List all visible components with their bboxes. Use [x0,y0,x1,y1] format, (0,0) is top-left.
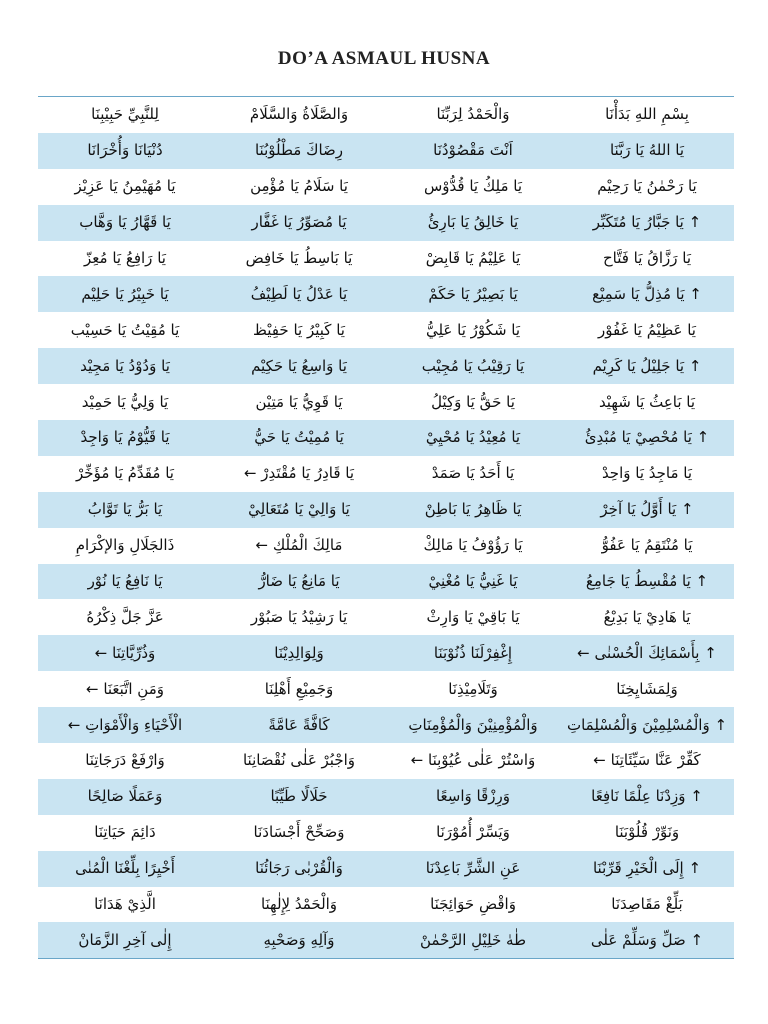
doa-row [38,97,734,133]
doa-row [38,851,734,887]
doa-cell: يَا بَاسِطُ يَا خَافِض [245,249,353,267]
doa-cell: رِضَاكَ مَطْلُوْبُنَا [254,141,343,160]
doa-row [38,205,734,241]
doa-row [38,492,734,528]
doa-cell: وَآلِهِ وَصَحْبِهِ [263,930,335,949]
doa-cell: ↑ يَا جَبَّارُ يَا مُتَكَبِّر [592,213,702,232]
doa-cell: مَالِكَ الْمُلْكِ ← [255,536,343,555]
doa-row [38,384,734,420]
doa-row [38,922,734,958]
doa-cell: يَا عَدْلُ يَا لَطِيْفُ [250,284,348,303]
doa-cell: طٰهٰ خَلِيْلِ الرَّحْمٰنْ [419,930,527,949]
doa-cell: حَلَالًا طَيِّبًا [270,787,328,806]
doa-cell: بِسْمِ اللهِ بَدَأْنَا [605,105,689,124]
doa-cell: يَا مُهَيْمِنُ يَا عَزِيْز [74,177,176,196]
doa-cell: يَا مُصَوِّرُ يَا غَفَّار [251,213,347,232]
doa-row [38,743,734,779]
doa-cell: يَا مُعِيْدُ يَا مُحْيِيْ [425,428,521,447]
doa-cell: كَفِّرْ عَنَّا سَيِّئَاتِنَا ← [593,751,701,770]
doa-cell: يَا غَنِيُّ يَا مُغْنِيْ [428,572,518,591]
doa-cell: يَا وَاسِعُ يَا حَكِيْم [251,356,347,375]
doa-cell: وَرِزْقًا وَاسِعًا [435,787,511,806]
doa-cell: كَافَّةً عَامَّةً [268,715,330,734]
doa-cell: وَالْحَمْدُ لِإِلٰهِنَا [260,895,338,914]
doa-cell: وَالصَّلَاةُ وَالسَّلَامْ [249,105,349,124]
doa-cell: إِغْفِرْلَنَا ذُنُوْبَنَا [433,643,513,662]
doa-cell: عَزَّ جَلَّ ذِكْرُهُ [86,607,164,626]
doa-cell: يَا ظَاهِرُ يَا بَاطِنْ [424,500,522,519]
doa-cell: وَلِمَشَايِخِنَا [616,679,678,698]
doa-cell: وَلِوَالِدِيْنَا [274,643,324,662]
doa-cell: يَا رَافِعُ يَا مُعِزّ [84,249,166,267]
doa-cell: يَا مُقِيْتُ يَا حَسِيْب [70,320,180,339]
doa-cell: يَا رَؤُوْفُ يَا مَالِكْ [423,536,523,555]
doa-cell: وَمَنِ اتَّبَعَنَا ← [85,679,164,698]
doa-cell: يَا أَحَدُ يَا صَمَدْ [431,464,515,483]
doa-cell: يَا قَيُّوْمُ يَا وَاجِدْ [80,428,170,447]
doa-row [38,815,734,851]
doa-cell: يَا كَبِيْرُ يَا حَفِيْظ [253,320,345,339]
doa-cell: وَعَمَلًا صَالِحًا [87,787,163,806]
doa-row [38,564,734,600]
doa-cell: يَا اللهُ يَا رَبَّنَا [609,141,685,160]
doa-cell: ↑ يَا مُذِلُّ يَا سَمِيْع [592,284,702,303]
doa-row [38,528,734,564]
doa-row [38,241,734,277]
doa-cell: يَا حَقُّ يَا وَكِيْلُ [431,392,515,411]
doa-cell: يَا مُمِيْتُ يَا حَيُّ [254,428,344,447]
doa-row [38,635,734,671]
doa-cell: ↑ يَا مُحْصِيْ يَا مُبْدِئُ [584,428,710,447]
doa-cell: يَا عَلِيْمُ يَا قَابِضْ [425,249,521,267]
doa-cell: يَا بَاعِثُ يَا شَهِيْد [598,392,696,411]
doa-row [38,671,734,707]
doa-cell: ↑ وَزِدْنَا عِلْمًا نَافِعًا [591,787,703,806]
doa-cell: يَا وَدُوْدُ يَا مَجِيْد [80,356,170,375]
doa-cell: اَنْتَ مَقْصُوْدُنَا [433,141,513,160]
doa-cell: يَا رَزَّاقُ يَا فَتَّاح [602,249,692,267]
doa-cell: يَا مُنْتَقِمُ يَا عَفُوُّ [601,536,693,555]
doa-cell: يَا بَرُّ يَا تَوَّابُ [87,500,163,519]
doa-cell: ↑ يَا أَوَّلُ يَا آخِرْ [600,500,694,519]
doa-row [38,887,734,923]
doa-cell: وَيَسِّرْ أُمُوْرَنَا [436,823,510,842]
doa-cell: وَاجْبُرْ عَلٰى نُقْصَانِنَا [242,751,356,770]
doa-cell: الْأَحْيَاءِ وَالْأَمْوَاتِ ← [67,715,183,734]
doa-cell: وَتَلَامِيْذِنَا [448,679,498,698]
doa-cell: ذَالجَلَالِ وَالإكْرَامِ [75,536,175,555]
doa-cell: يَا هَادِيْ يَا بَدِيْعُ [603,607,691,626]
doa-cell: يَا مَانِعُ يَا ضَارُّ [258,572,340,591]
doa-cell: وَالْقُرْبٰى رَجَائُنَا [255,859,343,878]
doa-cell: وَاقْضِ حَوَائِجَنَا [430,895,516,914]
doa-cell: ↑ إِلَى الْخَيْرِ قَرِّبْنَا [592,859,702,878]
doa-cell: عَنِ الشَّرِّ بَاعِدْنَا [425,859,521,878]
doa-cell: إِلٰى آخِرِ الزَّمَانْ [78,930,172,949]
doa-cell: وَنَوِّرْ قُلُوْبَنَا [614,823,680,842]
doa-cell: يَا قَوِيُّ يَا مَتِيْن [255,392,343,411]
doa-cell: يَا رَحْمٰنُ يَا رَحِيْم [597,177,697,196]
doa-cell: وَالْحَمْدُ لِرَبِّنَا [436,105,510,124]
doa-cell: أَخْيِرًا بِلِّغْنَا الْمُنٰى [75,859,175,878]
doa-cell: يَا قَهَّارُ يَا وَهَّاب [79,213,171,232]
doa-cell: وَجَمِيْعِ أَهْلِنَا [264,679,334,698]
doa-cell: يَا قَادِرُ يَا مُقْتَدِرْ ← [243,464,355,483]
doa-cell: يَا وَلِيُّ يَا حَمِيْد [81,392,169,411]
doa-row [38,779,734,815]
doa-cell: وَارْفَعْ دَرَجَاتِنَا [85,751,165,770]
doa-cell: وَالْمُؤْمِنِيْنَ وَالْمُؤْمِنَاتِ [408,715,538,734]
doa-cell: يَا بَصِيْرُ يَا حَكَمْ [428,284,518,303]
doa-cell: يَا مَلِكُ يَا قُدُّوْس [423,177,523,196]
doa-row [38,420,734,456]
doa-cell: وَذُرِّيَّاتِنَا ← [94,643,156,662]
doa-cell: الَّذِيْ هَدَانَا [94,895,156,914]
doa-row [38,456,734,492]
doa-cell: يَا بَاقِيْ يَا وَارِثْ [426,607,520,626]
doa-cell: دُنْيَانَا وَأُخْرَانَا [87,141,163,160]
doa-cell: ↑ وَالْمُسْلِمِيْنَ وَالْمُسْلِمَاتِ [566,715,728,734]
doa-cell: ↑ بِأَسْمَائِكَ الْحُسْنٰى ← [577,643,717,662]
doa-cell: يَا رَقِيْبُ يَا مُجِيْب [421,356,525,375]
doa-table [38,96,734,959]
doa-cell: يَا نَافِعُ يَا نُوْر [87,572,163,591]
doa-cell: يَا وَالِيْ يَا مُتَعَالِيْ [248,500,350,519]
doa-cell: ↑ يَا مُقْسِطُ يَا جَامِعُ [585,572,709,591]
doa-row [38,276,734,312]
doa-row [38,312,734,348]
doa-cell: وَاسْتُرْ عَلٰى عُيُوْبِنَا ← [410,751,536,770]
doa-cell: وَصَحِّحْ أَجْسَادَنَا [253,823,345,842]
doa-row [38,169,734,205]
doa-cell: يَا عَظِيْمُ يَا غَفُوْر [598,320,696,339]
doa-cell: دَائِمَ حَيَاتِنَا [94,823,156,842]
doa-cell: يَا مَاجِدُ يَا وَاحِدْ [601,464,693,483]
doa-cell: لِلنَّبِيِّ حَبِيْبِنَا [91,105,159,124]
doa-row [38,707,734,743]
doa-cell: يَا خَالِقُ يَا بَارِئُ [427,213,519,232]
doa-row [38,133,734,169]
doa-row [38,348,734,384]
doa-cell: يَا شَكُوْرُ يَا عَلِيُّ [425,320,521,339]
doa-cell: يَا مُقَدِّمُ يَا مُؤَخِّرْ [76,464,174,483]
doa-row [38,599,734,635]
doa-cell: ↑ يَا جَلِيْلُ يَا كَرِيْم [592,356,702,375]
page-title: DO’A ASMAUL HUSNA [277,48,491,69]
doa-cell: بَلِّغْ مَقَاصِدَنَا [611,895,683,914]
doa-cell: يَا خَبِيْرُ يَا حَلِيْم [81,284,169,303]
doa-cell: يَا رَشِيْدُ يَا صَبُوْر [250,607,348,626]
doa-cell: ↑ صَلِّ وَسَلِّمْ عَلٰى [590,930,704,949]
doa-cell: يَا سَلَامُ يَا مُؤْمِن [250,177,348,196]
